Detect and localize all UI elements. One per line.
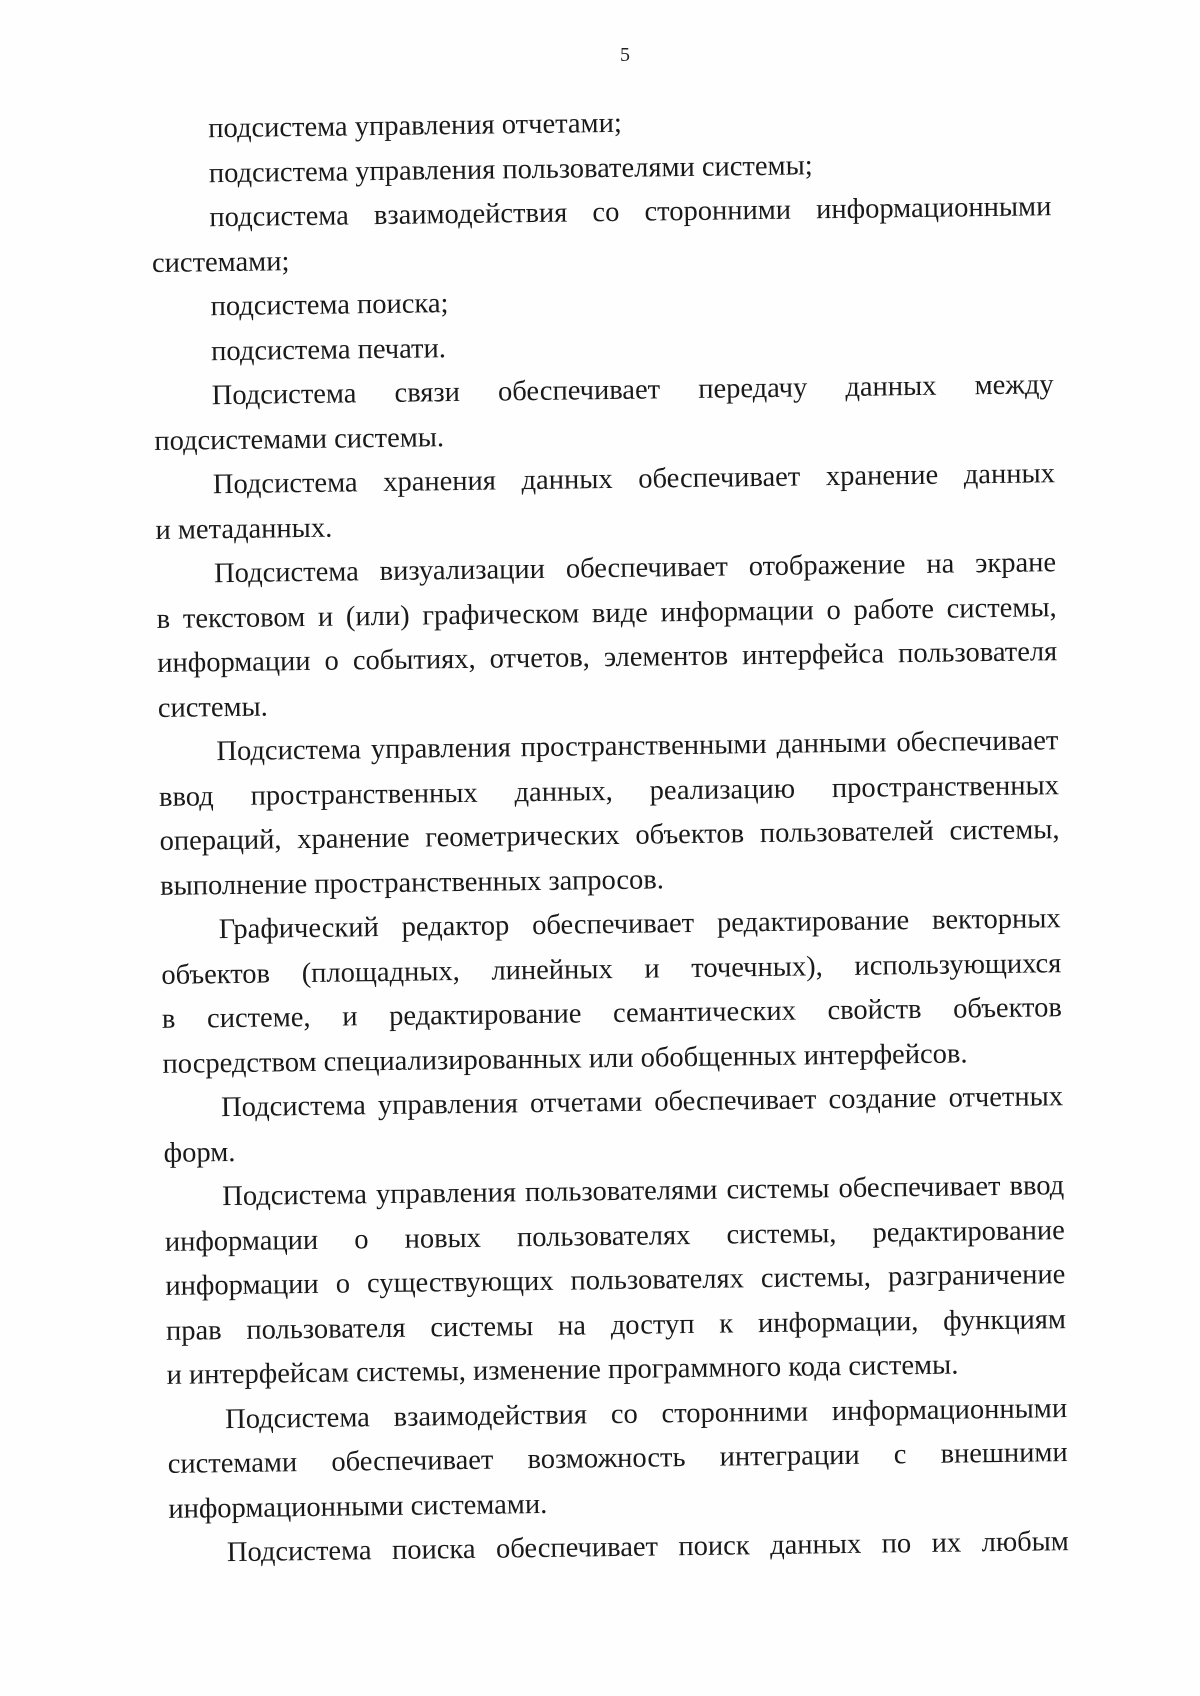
text-line: в системе, и редактирование семантических свойств объектов [161, 992, 1063, 1035]
document-body [150, 96, 1069, 1576]
text-line: и интерфейсам системы, изменение программного кода системы. [166, 1349, 959, 1391]
text-line: Подсистема управления отчетами обеспечивает создание отчетных [220, 1081, 1064, 1124]
text-line: операций, хранение геометрических объектов пользователей системы, [159, 814, 1060, 857]
text-line: системы. [157, 691, 269, 724]
text-line: Подсистема визуализации обеспечивает отображение на экране [213, 547, 1057, 590]
text-line: Подсистема управления пользователями системы обеспечивает ввод [222, 1170, 1065, 1213]
text-line: информации о существующих пользователях системы, разграничение [165, 1259, 1066, 1302]
text-line: прав пользователя системы на доступ к информации, функциям [165, 1303, 1067, 1347]
text-line: Подсистема связи обеспечивает передачу данных между [211, 369, 1054, 412]
text-line: Подсистема управления пространственными данными обеспечивает [216, 725, 1059, 768]
text-line: ввод пространственных данных, реализацию пространственных [158, 769, 1060, 813]
text-line: подсистемами системы. [154, 421, 445, 457]
text-line: подсистема поиска; [210, 288, 449, 323]
text-line: выполнение пространственных запросов. [159, 863, 665, 902]
text-line: информации о событиях, отчетов, элементов интерфейса пользователя [157, 636, 1058, 679]
text-line: в текстовом и (или) графическом виде информации о работе системы, [156, 591, 1057, 635]
text-line: системами; [151, 245, 290, 279]
text-line: Подсистема хранения данных обеспечивает хранение данных [212, 458, 1056, 501]
text-line: Подсистема взаимодействия со сторонними информационными [224, 1392, 1068, 1435]
page-number: 5 [620, 44, 630, 66]
text-line: объектов (площадных, линейных и точечных), использующихся [161, 947, 1062, 991]
text-line: подсистема печати. [210, 332, 447, 367]
text-line: форм. [163, 1136, 236, 1169]
text-line: информационными системами. [168, 1488, 548, 1525]
text-line: подсистема управления отчетами; [208, 107, 622, 145]
text-line: Подсистема поиска обеспечивает поиск данных по их любым [226, 1526, 1070, 1569]
text-line: Графический редактор обеспечивает редактирование векторных [218, 903, 1061, 946]
text-line: системами обеспечивает возможность интеграции с внешними [167, 1437, 1068, 1480]
text-line: подсистема взаимодействия со сторонними информационными [209, 191, 1052, 234]
text-line: посредством специализированных или обобщенных интерфейсов. [162, 1037, 968, 1080]
text-line: и метаданных. [155, 512, 333, 546]
text-line: подсистема управления пользователями системы; [208, 149, 813, 189]
text-line: информации о новых пользователях системы, редактирование [164, 1214, 1065, 1258]
